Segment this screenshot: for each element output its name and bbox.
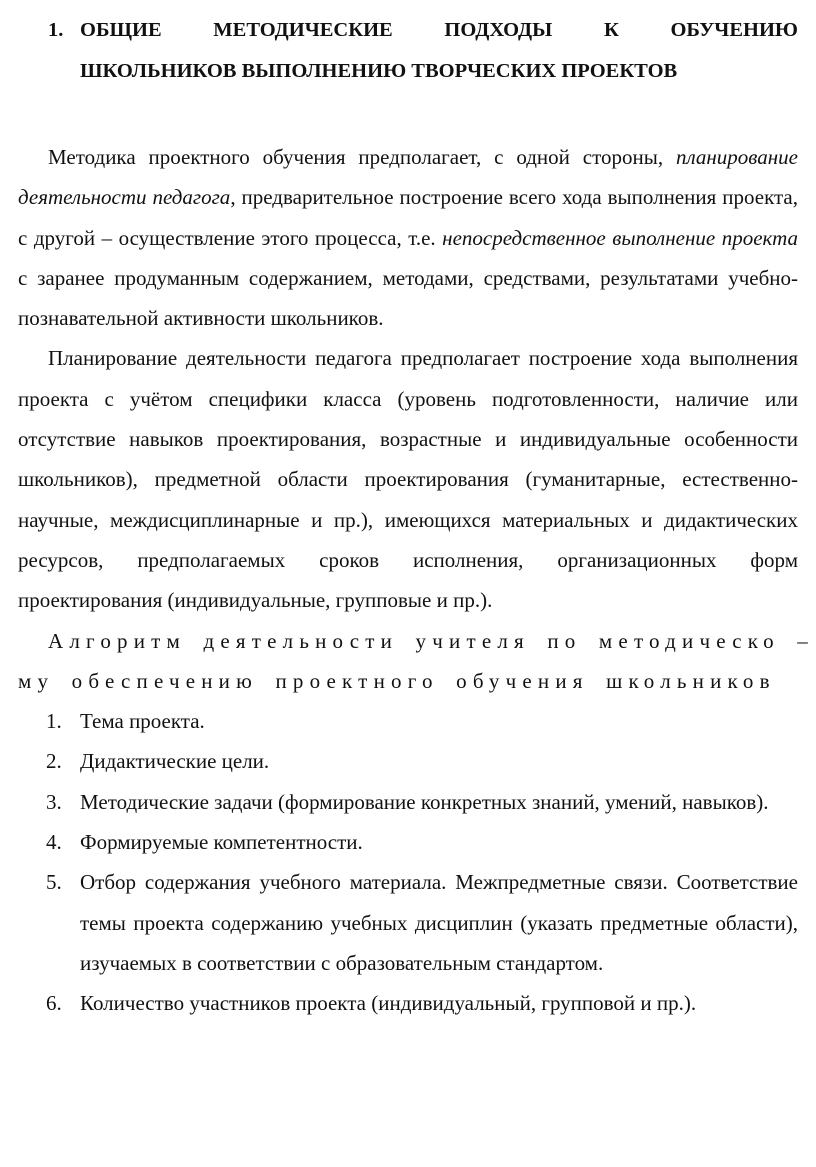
list-item-number: 1.: [46, 709, 62, 734]
algorithm-heading-line2: му обеспечению проектного обучения школьников: [18, 668, 776, 693]
list-item-number: 3.: [46, 789, 62, 814]
list-item-number: 6.: [46, 991, 62, 1016]
list-item-text: Дидактические цели.: [80, 749, 270, 774]
algorithm-heading-line1: Алгоритм деятельности учителя по методическо –: [48, 628, 814, 653]
list-item: [18, 782, 798, 822]
paragraph-method-text-1: Методика проектного обучения предполагает, с одной стороны,: [48, 145, 676, 169]
list-item: [18, 983, 798, 1023]
algorithm-steps-list: [18, 701, 798, 1023]
section-title-line2: ШКОЛЬНИКОВ ВЫПОЛНЕНИЮ ТВОРЧЕСКИХ ПРОЕКТОВ: [80, 60, 678, 82]
list-item: [18, 822, 798, 862]
paragraph-planning: Планирование деятельности педагога предполагает построение хода выполнения проекта с учётом специфики класса (уровень подготовленности, наличие или отсутствие навыков проектирования, возрастные и индивидуальные особенности школьников), предметной области проектирования (гуманитарные, естественно-научные, междисциплинарные и пр.), имеющихся материальных и дидактических ресурсов, предполагаемых сроков исполнения, организационных форм проектирования (индивидуальные, групповые и пр.).: [18, 346, 798, 613]
list-item-text: Тема проекта.: [80, 709, 205, 734]
list-item: [18, 701, 798, 741]
paragraph-method-text-2: , предварительное построение всего хода выполнения проекта, с другой – осуществление этого процесса, т.е.: [18, 185, 798, 250]
paragraph-method: [18, 137, 798, 338]
list-item-text: Методические задачи (формирование конкретных знаний, умений, навыков).: [80, 789, 769, 814]
paragraph-method-italic-1: планирование деятельности педагога: [18, 145, 798, 210]
list-item: [18, 741, 798, 781]
list-item-text: Формируемые компетентности.: [80, 830, 363, 855]
section-number: 1.: [48, 19, 64, 41]
algorithm-heading: [18, 621, 814, 702]
section-title-line1: ОБЩИЕ МЕТОДИЧЕСКИЕ ПОДХОДЫ К ОБУЧЕНИЮ: [80, 19, 798, 41]
list-item-text: Отбор содержания учебного материала. Межпредметные связи. Соответствие темы проекта содержанию учебных дисциплин (указать предметные области), изучаемых в соответствии с образовательным стандартом.: [80, 870, 798, 975]
paragraph-method-text-3: с заранее продуманным содержанием, методами, средствами, результатами учебно-познавательной активности школьников.: [18, 265, 798, 331]
paragraph-method-italic-2: непосредственное выполнение проекта: [442, 225, 798, 250]
list-item-number: 5.: [46, 870, 62, 895]
list-item-text: Количество участников проекта (индивидуальный, групповой и пр.).: [80, 991, 697, 1016]
section-title: [80, 10, 798, 92]
list-item-number: 4.: [46, 830, 62, 855]
heading-spacer: [18, 92, 798, 137]
list-item: [18, 862, 798, 983]
section-heading: [18, 10, 798, 92]
list-item-number: 2.: [46, 749, 62, 774]
